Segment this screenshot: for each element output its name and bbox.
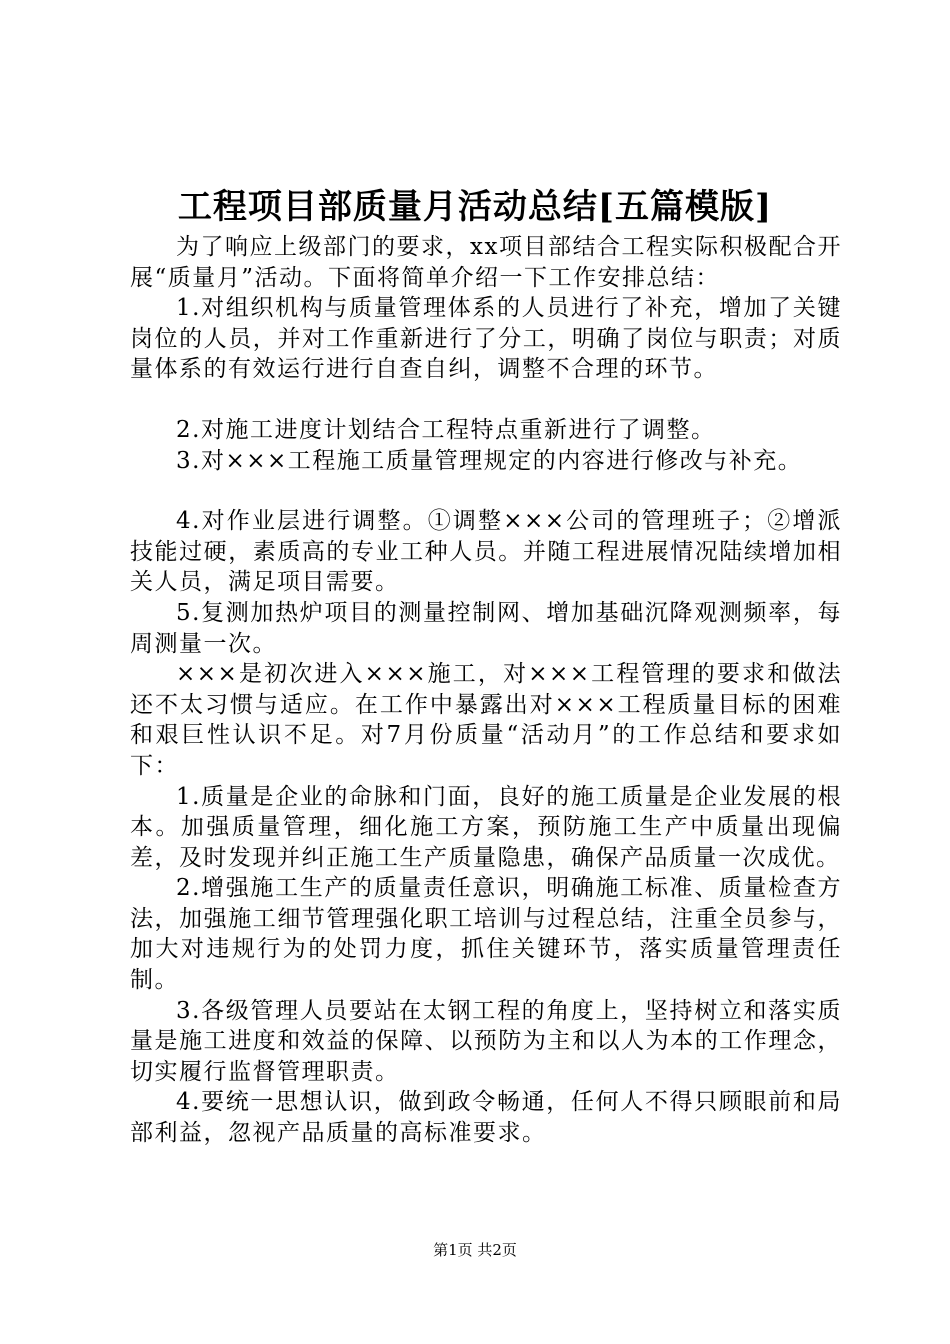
paragraph-summary: ×××是初次进入×××施工，对×××工程管理的要求和做法还不太习惯与适应。在工作中暴露出对×××工程质量目标的困难和艰巨性认识不足。对7月份质量“活动月”的工作总结和要求如下： [130,661,842,779]
paragraph-item-5: 5.复测加热炉项目的测量控制网、增加基础沉降观测频率，每周测量一次。 [130,599,842,657]
document-title: 工程项目部质量月活动总结[五篇模版] [177,187,773,227]
paragraph-item-4: 4.对作业层进行调整。①调整×××公司的管理班子；②增派技能过硬，素质高的专业工种人员。并随工程进展情况陆续增加相关人员，满足项目需要。 [130,508,842,596]
paragraph-intro: 为了响应上级部门的要求，xx项目部结合工程实际积极配合开展“质量月”活动。下面将简单介绍一下工作安排总结： [130,234,842,291]
paragraph-requirement-1: 1.质量是企业的命脉和门面，良好的施工质量是企业发展的根本。加强质量管理，细化施工方案，预防施工生产中质量出现偏差，及时发现并纠正施工生产质量隐患，确保产品质量一次成优。 [130,783,842,871]
paragraph-requirement-4: 4.要统一思想认识，做到政令畅通，任何人不得只顾眼前和局部利益，忽视产品质量的高标准要求。 [130,1089,842,1147]
paragraph-item-1: 1.对组织机构与质量管理体系的人员进行了补充，增加了关键岗位的人员，并对工作重新进行了分工，明确了岗位与职责；对质量体系的有效运行进行自查自纠，调整不合理的环节。 [130,295,842,383]
paragraph-item-2: 2.对施工进度计划结合工程特点重新进行了调整。 [176,416,716,443]
page-indicator: 第1页 共2页 [433,1241,517,1259]
document-body [130,232,842,1149]
paragraph-requirement-2: 2.增强施工生产的质量责任意识，明确施工标准、质量检查方法，加强施工细节管理强化职工培训与过程总结，注重全员参与，加大对违规行为的处罚力度，抓住关键环节，落实质量管理责任制。 [130,875,842,994]
paragraph-requirement-3: 3.各级管理人员要站在太钢工程的角度上，坚持树立和落实质量是施工进度和效益的保障、以预防为主和以人为本的工作理念，切实履行监督管理职责。 [130,997,842,1085]
paragraph-item-3: 3.对×××工程施工质量管理规定的内容进行修改与补充。 [176,447,803,474]
